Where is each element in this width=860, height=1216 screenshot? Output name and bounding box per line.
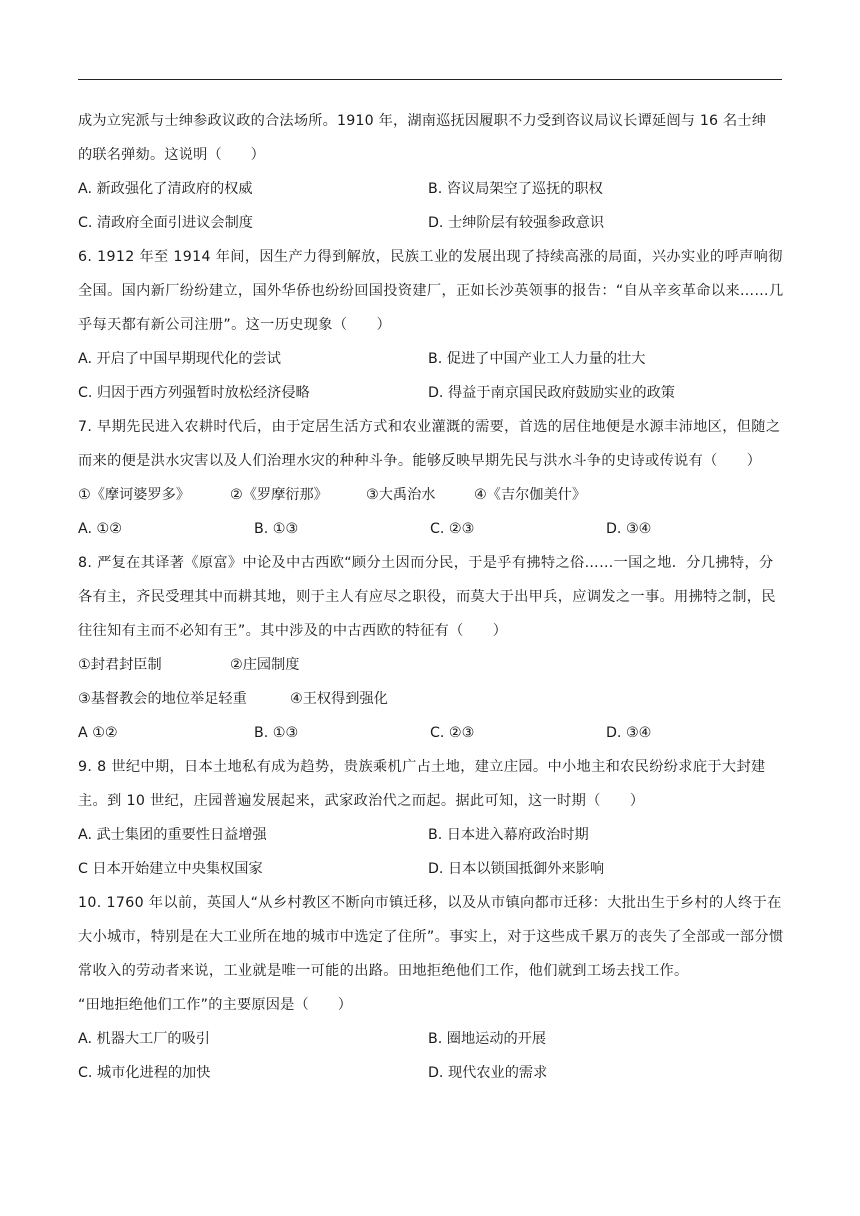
question-7-item-1: ①《摩诃婆罗多》 xyxy=(78,487,191,503)
question-5-option-c[interactable]: C. 清政府全面引进议会制度 xyxy=(78,215,253,231)
question-7 xyxy=(78,410,784,546)
question-5-stem-line-1: 成为立宪派与士绅参政议政的合法场所。1910 年，湖南巡抚因履职不力受到咨议局议长谭延闿与 16 名士绅 xyxy=(78,113,767,129)
question-10-stem: 10. 1760 年以前，英国人“从乡村教区不断向市镇迁移，以及从市镇向都市迁移：大批出生于乡村的人终于在大小城市，特别是在大工业所在地的城市中选定了住所”。事实上，对于这些成千累万的丧失了全部或一部分惯常收入的劳动者来说，工业就是唯一可能的出路。田地拒绝他们工作，他们就到工场去找工作。 xyxy=(78,895,784,979)
question-5-options-row-2 xyxy=(78,206,784,240)
question-6-stem: 6. 1912 年至 1914 年间，因生产力得到解放，民族工业的发展出现了持续高涨的局面，兴办实业的呼声响彻全国。国内新厂纷纷建立，国外华侨也纷纷回国投资建厂，正如长沙英领事的报告：“自从辛亥革命以来……几乎每天都有新公司注册”。这一历史现象（ ） xyxy=(78,249,784,333)
question-9 xyxy=(78,750,784,886)
question-8-item-3: ③基督教会的地位举足轻重 xyxy=(78,691,247,707)
question-10-option-c[interactable]: C. 城市化进程的加快 xyxy=(78,1065,211,1081)
question-6-options-row-1 xyxy=(78,342,784,376)
question-10-options-row-2 xyxy=(78,1056,784,1090)
question-9-option-b[interactable]: B. 日本进入幕府政治时期 xyxy=(428,827,589,843)
question-6-option-c[interactable]: C. 归因于西方列强暂时放松经济侵略 xyxy=(78,385,310,401)
question-8-option-d[interactable]: D. ③④ xyxy=(606,725,652,741)
question-8-option-a[interactable]: A ①② xyxy=(78,725,118,741)
question-8-item-4: ④王权得到强化 xyxy=(290,691,388,707)
question-9-option-d[interactable]: D. 日本以锁国抵御外来影响 xyxy=(428,861,605,877)
exam-page-content xyxy=(78,104,784,1090)
question-9-stem: 9. 8 世纪中期，日本土地私有成为趋势，贵族乘机广占土地，建立庄园。中小地主和农民纷纷求庇于大封建主。到 10 世纪，庄园普遍发展起来，武家政治代之而起。据此可知，这一时期（ ） xyxy=(78,759,766,809)
question-7-option-c[interactable]: C. ②③ xyxy=(430,521,475,537)
question-8-option-c[interactable]: C. ②③ xyxy=(430,725,475,741)
question-8-stem: 8. 严复在其译著《原富》中论及中古西欧“顾分土因而分民，于是乎有拂特之俗……一国之地．分几拂特，分各有主，齐民受理其中而耕其地，则于主人有应尽之职役，而莫大于出甲兵，应调发之一事。用拂特之制，民往往知有主而不必知有王”。其中涉及的中古西欧的特征有（ ） xyxy=(78,555,776,639)
question-10-question: “田地拒绝他们工作”的主要原因是（ ） xyxy=(78,997,353,1013)
question-5 xyxy=(78,104,784,240)
question-5-option-a[interactable]: A. 新政强化了清政府的权威 xyxy=(78,181,253,197)
question-10-options-row-1 xyxy=(78,1022,784,1056)
question-5-option-d[interactable]: D. 士绅阶层有较强参政意识 xyxy=(428,215,605,231)
question-7-item-4: ④《吉尔伽美什》 xyxy=(474,487,587,503)
question-8-options xyxy=(78,716,784,750)
question-6 xyxy=(78,240,784,410)
question-8-option-b[interactable]: B. ①③ xyxy=(254,725,299,741)
question-7-stem: 7. 早期先民进入农耕时代后，由于定居生活方式和农业灌溉的需要，首选的居住地便是水源丰沛地区，但随之而来的便是洪水灾害以及人们治理水灾的种种斗争。能够反映早期先民与洪水斗争的史诗或传说有（ ） xyxy=(78,419,781,469)
question-9-options-row-1 xyxy=(78,818,784,852)
question-10-option-d[interactable]: D. 现代农业的需求 xyxy=(428,1065,548,1081)
question-8 xyxy=(78,546,784,750)
question-10-option-b[interactable]: B. 圈地运动的开展 xyxy=(428,1031,547,1047)
question-9-option-c[interactable]: C 日本开始建立中央集权国家 xyxy=(78,861,263,877)
question-9-option-a[interactable]: A. 武士集团的重要性日益增强 xyxy=(78,827,267,843)
question-7-item-3: ③大禹治水 xyxy=(366,487,436,503)
question-7-options xyxy=(78,512,784,546)
question-6-options-row-2 xyxy=(78,376,784,410)
question-7-option-d[interactable]: D. ③④ xyxy=(606,521,652,537)
question-7-item-2: ②《罗摩衍那》 xyxy=(230,487,328,503)
question-6-option-a[interactable]: A. 开启了中国早期现代化的尝试 xyxy=(78,351,281,367)
question-10-option-a[interactable]: A. 机器大工厂的吸引 xyxy=(78,1031,210,1047)
question-6-option-b[interactable]: B. 促进了中国产业工人力量的壮大 xyxy=(428,351,646,367)
question-8-items-row-2 xyxy=(78,682,784,716)
question-7-option-b[interactable]: B. ①③ xyxy=(254,521,299,537)
header-rule xyxy=(78,79,782,80)
question-5-options-row-1 xyxy=(78,172,784,206)
question-8-items-row-1 xyxy=(78,648,784,682)
question-7-items xyxy=(78,478,784,512)
question-8-item-2: ②庄园制度 xyxy=(230,657,300,673)
question-8-item-1: ①封君封臣制 xyxy=(78,657,162,673)
question-7-option-a[interactable]: A. ①② xyxy=(78,521,122,537)
question-6-option-d[interactable]: D. 得益于南京国民政府鼓励实业的政策 xyxy=(428,385,675,401)
question-5-option-b[interactable]: B. 咨议局架空了巡抚的职权 xyxy=(428,181,603,197)
question-5-stem-line-2: 的联名弹劾。这说明（ ） xyxy=(78,147,266,163)
question-9-options-row-2 xyxy=(78,852,784,886)
question-10 xyxy=(78,886,784,1090)
